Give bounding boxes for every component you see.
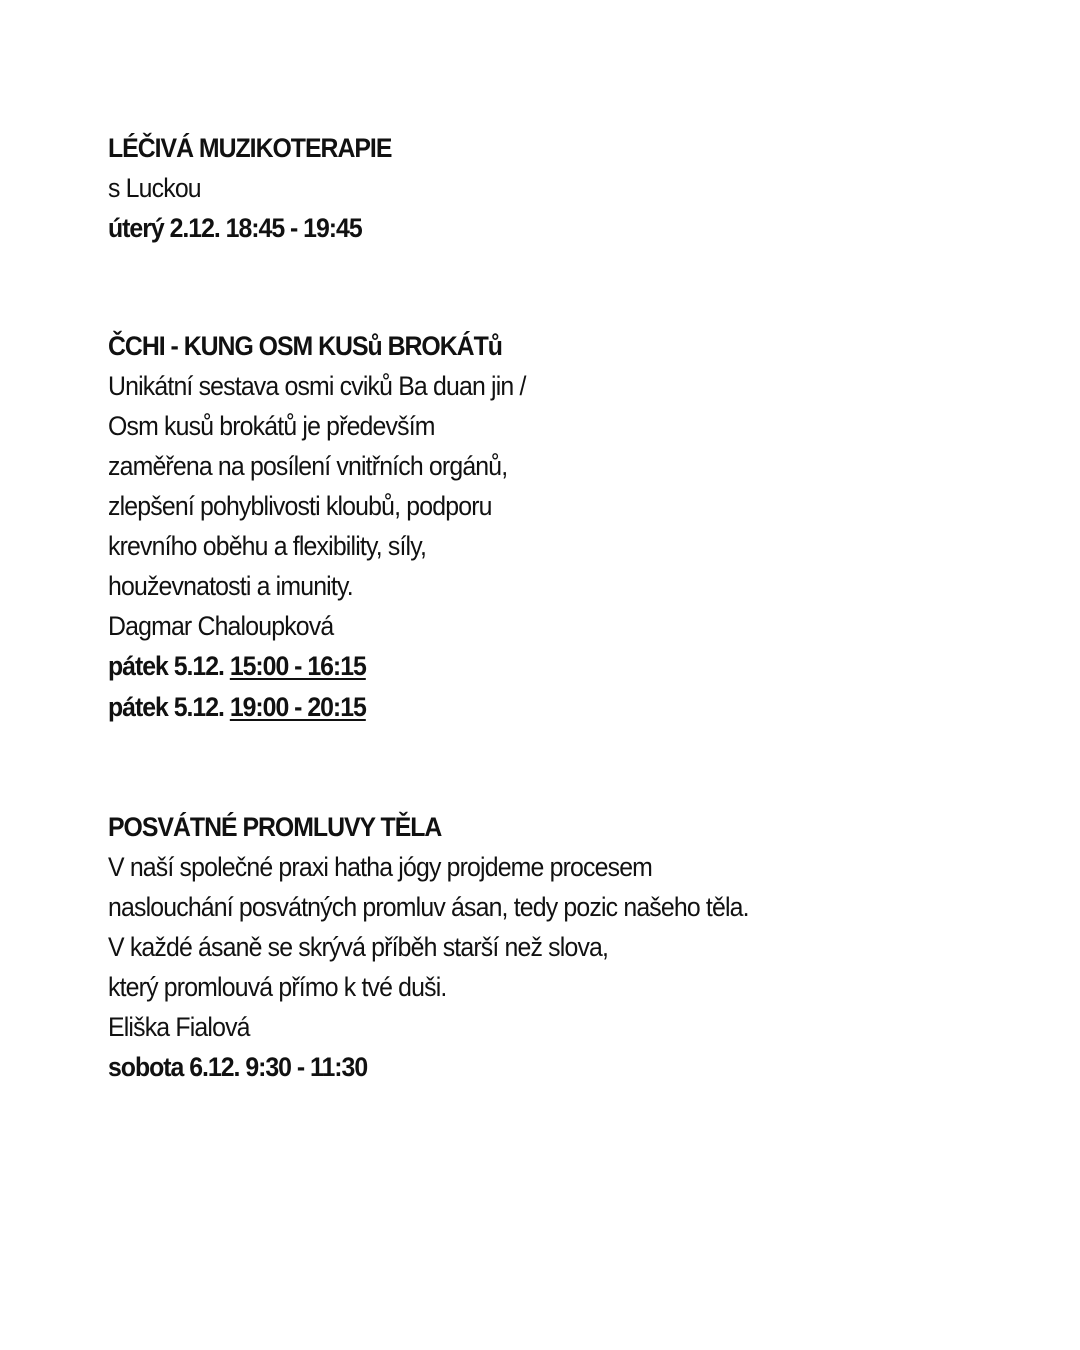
event-description-line: naslouchání posvátných promluv ásan, tedy pozic našeho těla. bbox=[108, 892, 749, 922]
event-description-line: zlepšení pohyblivosti kloubů, podporu bbox=[108, 491, 492, 521]
event-title: POSVÁTNÉ PROMLUVY TĚLA bbox=[108, 812, 442, 842]
event-instructor: Dagmar Chaloupková bbox=[108, 611, 334, 641]
event-qigong bbox=[108, 326, 1008, 729]
event-description-line: Unikátní sestava osmi cviků Ba duan jin / bbox=[108, 371, 526, 401]
event-sacred-body bbox=[108, 807, 1008, 1087]
session-day: pátek 5.12. bbox=[108, 651, 224, 681]
event-title: LÉČIVÁ MUZIKOTERAPIE bbox=[108, 133, 392, 163]
event-host: s Luckou bbox=[108, 173, 201, 203]
event-description-line: který promlouvá přímo k tvé duši. bbox=[108, 972, 447, 1002]
event-description-line: zaměřena na posílení vnitřních orgánů, bbox=[108, 451, 508, 481]
schedule-page bbox=[108, 128, 1008, 1087]
event-time: sobota 6.12. 9:30 - 11:30 bbox=[108, 1052, 368, 1082]
session-day: pátek 5.12. bbox=[108, 692, 224, 722]
session-time-link[interactable]: 15:00 - 16:15 bbox=[229, 651, 366, 681]
event-description-line: V každé ásaně se skrývá příběh starší než slova, bbox=[108, 932, 609, 962]
event-title: ČCHI - KUNG OSM KUSů BROKÁTů bbox=[108, 331, 502, 361]
event-description-line: Osm kusů brokátů je především bbox=[108, 411, 435, 441]
event-music-therapy bbox=[108, 128, 1008, 248]
event-description-line: houževnatosti a imunity. bbox=[108, 571, 353, 601]
event-session bbox=[108, 686, 936, 729]
event-instructor: Eliška Fialová bbox=[108, 1012, 250, 1042]
event-description-line: V naší společné praxi hatha jógy projdeme procesem bbox=[108, 852, 653, 882]
session-time-link[interactable]: 19:00 - 20:15 bbox=[229, 692, 366, 722]
event-time: úterý 2.12. 18:45 - 19:45 bbox=[108, 213, 362, 243]
event-session bbox=[108, 646, 936, 686]
event-description-line: krevního oběhu a flexibility, síly, bbox=[108, 531, 427, 561]
